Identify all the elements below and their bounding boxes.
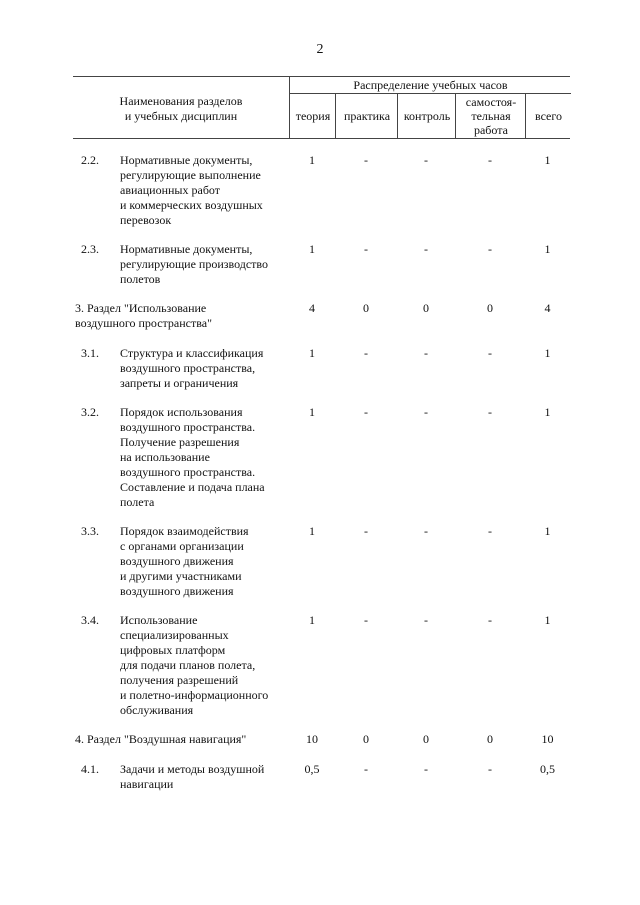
cell-control: - xyxy=(424,242,428,256)
cell-total: 0,5 xyxy=(540,762,555,776)
row-number: 4.1. xyxy=(81,762,99,776)
header-control: контроль xyxy=(397,94,456,138)
cell-total: 1 xyxy=(544,613,551,627)
cell-practice: 0 xyxy=(363,732,369,746)
row-number: 2.2. xyxy=(81,153,99,167)
cell-practice: 0 xyxy=(363,301,369,315)
cell-theory: 0,5 xyxy=(304,762,320,776)
cell-practice: - xyxy=(364,242,368,256)
cell-practice: - xyxy=(364,524,368,538)
row-title: Структура и классификация воздушного пространства, запреты и ограничения xyxy=(120,346,264,390)
cell-total: 1 xyxy=(544,153,551,167)
cell-practice: - xyxy=(364,153,368,167)
row-title: Задачи и методы воздушной навигации xyxy=(120,762,265,791)
table-header xyxy=(73,76,570,139)
cell-self-study: - xyxy=(488,346,492,360)
cell-practice: - xyxy=(364,346,368,360)
header-name-column: Наименования разделов и учебных дисциплин xyxy=(119,94,243,123)
cell-control: - xyxy=(424,405,428,419)
cell-practice: - xyxy=(364,613,368,627)
row-number: 3.4. xyxy=(81,613,99,627)
section-title: 3. Раздел "Использование воздушного пространства" xyxy=(75,301,212,330)
cell-self-study: - xyxy=(488,405,492,419)
cell-control: - xyxy=(424,613,428,627)
row-title: Нормативные документы, регулирующие выполнение авиационных работ и коммерческих воздушных перевозок xyxy=(120,153,263,227)
cell-total: 10 xyxy=(541,732,554,746)
cell-self-study: - xyxy=(488,153,492,167)
header-total: всего xyxy=(525,94,571,138)
cell-total: 1 xyxy=(544,346,551,360)
cell-self-study: - xyxy=(488,242,492,256)
cell-total: 4 xyxy=(544,301,551,315)
cell-control: - xyxy=(424,346,428,360)
row-title: Порядок использования воздушного пространства. Получение разрешения на использование воздушного пространства. Составление и подача плана полета xyxy=(120,405,265,509)
cell-theory: 4 xyxy=(309,301,315,315)
row-number: 3.2. xyxy=(81,405,99,419)
cell-theory: 10 xyxy=(306,732,318,746)
cell-theory: 1 xyxy=(309,242,315,256)
cell-total: 1 xyxy=(544,524,551,538)
cell-control: - xyxy=(424,153,428,167)
page-number: 2 xyxy=(316,42,324,57)
cell-control: - xyxy=(424,524,428,538)
row-title: Нормативные документы, регулирующие производство полетов xyxy=(120,242,269,286)
cell-control: - xyxy=(424,762,428,776)
cell-theory: 1 xyxy=(309,346,315,360)
cell-self-study: - xyxy=(488,524,492,538)
row-number: 2.3. xyxy=(81,242,99,256)
cell-theory: 1 xyxy=(309,153,315,167)
section-title: 4. Раздел "Воздушная навигация" xyxy=(75,732,247,746)
cell-control: 0 xyxy=(423,301,429,315)
cell-practice: - xyxy=(364,762,368,776)
header-self-study: самостоя- тельная работа xyxy=(455,94,526,138)
row-title: Использование специализированных цифровых платформ для подачи планов полета, получения разрешений и полетно-информационного обслуживания xyxy=(120,613,269,717)
cell-theory: 1 xyxy=(309,405,315,419)
cell-self-study: - xyxy=(488,613,492,627)
cell-theory: 1 xyxy=(309,524,315,538)
row-number: 3.3. xyxy=(81,524,99,538)
row-title: Порядок взаимодействия с органами организации воздушного движения и другими участниками воздушного движения xyxy=(120,524,249,598)
cell-self-study: 0 xyxy=(487,732,493,746)
cell-total: 1 xyxy=(544,242,551,256)
cell-control: 0 xyxy=(423,732,429,746)
cell-self-study: 0 xyxy=(487,301,493,315)
cell-practice: - xyxy=(364,405,368,419)
cell-total: 1 xyxy=(544,405,551,419)
cell-theory: 1 xyxy=(309,613,315,627)
header-practice: практика xyxy=(335,94,398,138)
header-theory: теория xyxy=(289,94,336,138)
cell-self-study: - xyxy=(488,762,492,776)
header-distribution: Распределение учебных часов xyxy=(289,77,571,94)
row-number: 3.1. xyxy=(81,346,99,360)
